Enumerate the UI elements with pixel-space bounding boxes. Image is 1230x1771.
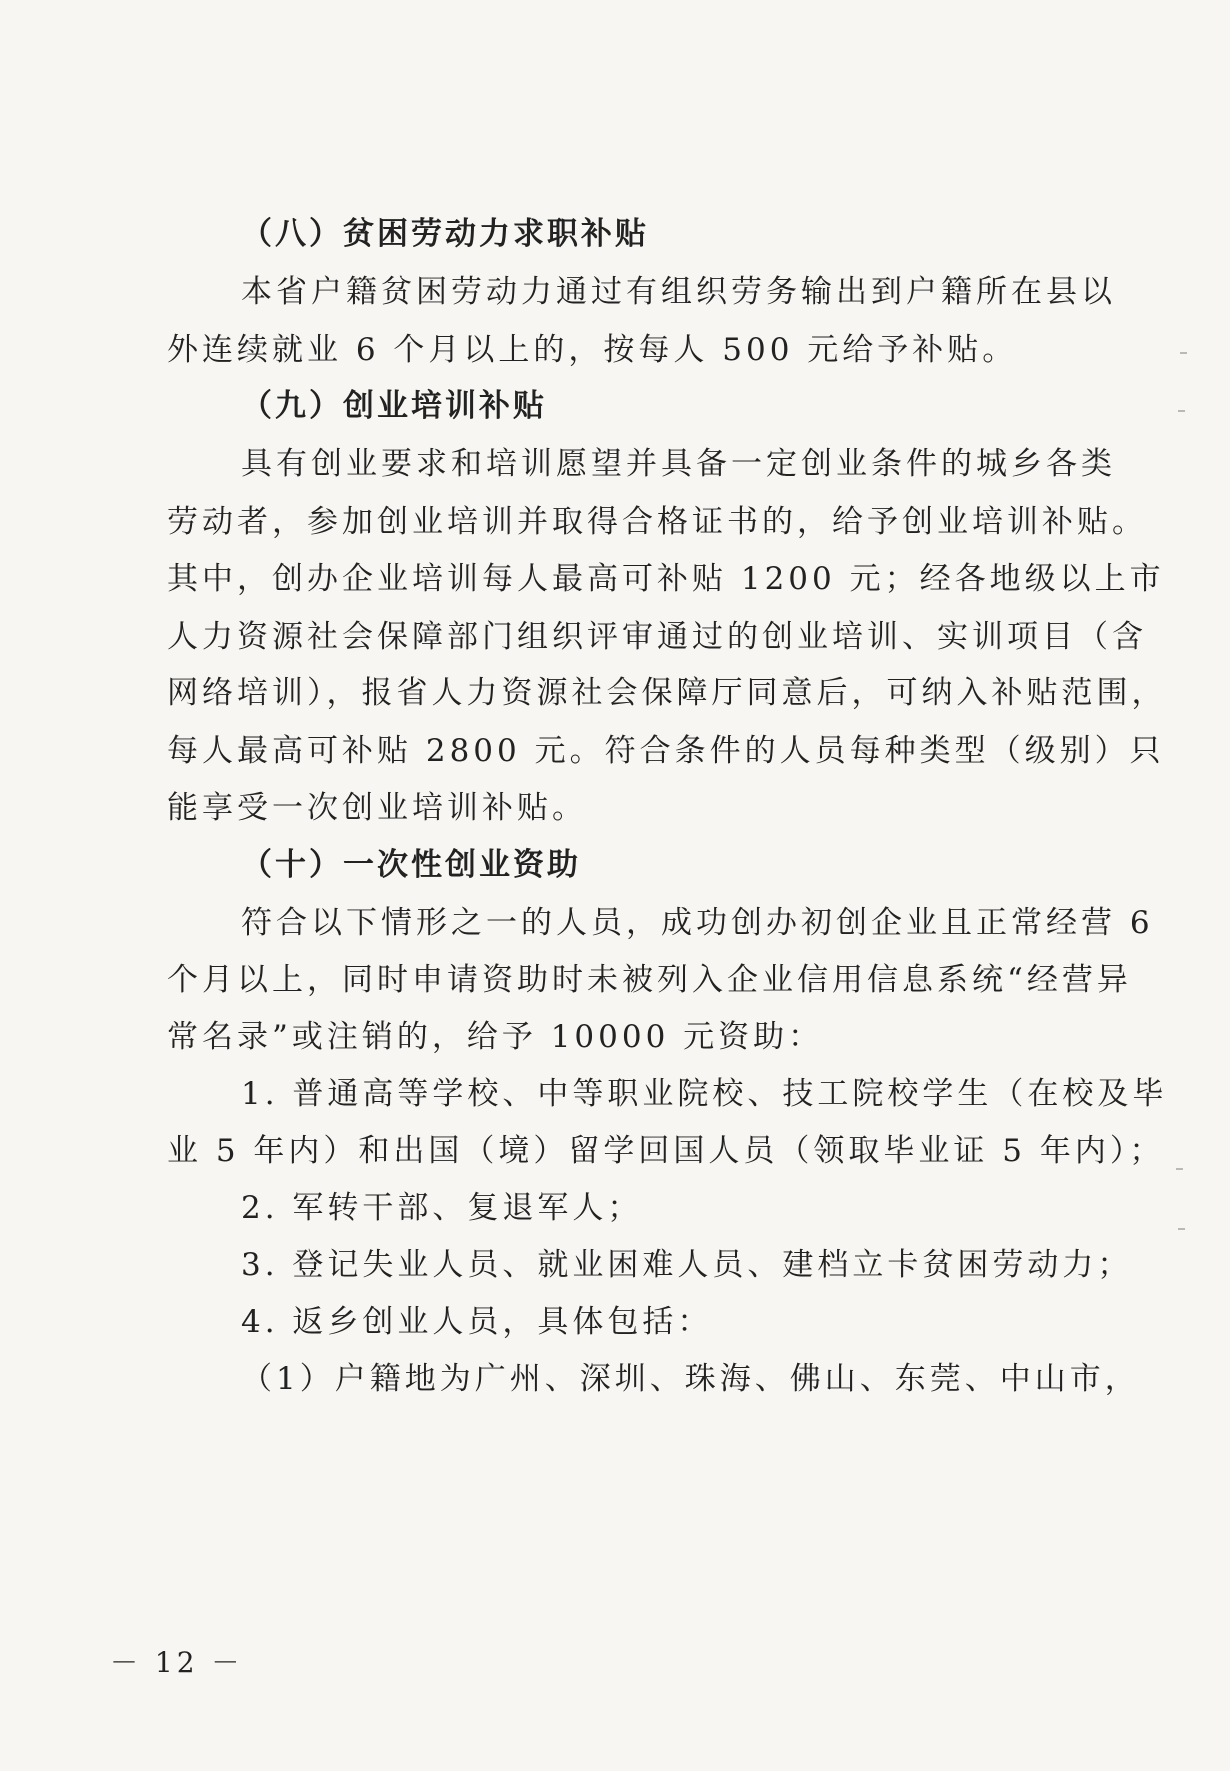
section-heading-8: （八）贫困劳动力求职补贴 (241, 216, 649, 252)
paragraph-line: 劳动者，参加创业培训并取得合格证书的，给予创业培训补贴。 (167, 504, 1147, 540)
sub-list-item-1: （1）户籍地为广州、深圳、珠海、佛山、东莞、中山市， (241, 1361, 1140, 1397)
paragraph-line: 其中，创办企业培训每人最高可补贴 1200 元；经各地级以上市 (167, 561, 1165, 597)
paragraph-line: 常名录”或注销的，给予 10000 元资助： (167, 1019, 824, 1055)
paragraph-line: 人力资源社会保障部门组织评审通过的创业培训、实训项目（含 (167, 619, 1147, 655)
list-item-4: 4. 返乡创业人员，具体包括： (241, 1304, 713, 1340)
paragraph-line: 每人最高可补贴 2800 元。符合条件的人员每种类型（级别）只 (167, 733, 1165, 769)
scan-speck (1176, 1168, 1183, 1170)
paragraph-line: 网络培训），报省人力资源社会保障厅同意后，可纳入补贴范围， (167, 675, 1167, 711)
paragraph-line: 能享受一次创业培训补贴。 (167, 790, 587, 826)
paragraph-line: 本省户籍贫困劳动力通过有组织劳务输出到户籍所在县以 (241, 274, 1116, 310)
list-item-3: 3. 登记失业人员、就业困难人员、建档立卡贫困劳动力； (241, 1247, 1133, 1283)
paragraph-line: 具有创业要求和培训愿望并具备一定创业条件的城乡各类 (241, 446, 1116, 482)
section-heading-9: （九）创业培训补贴 (241, 388, 547, 424)
scan-speck (1178, 1228, 1185, 1230)
section-heading-10: （十）一次性创业资助 (241, 847, 581, 883)
scan-speck (1178, 410, 1185, 412)
paragraph-line: 个月以上，同时申请资助时未被列入企业信用信息系统“经营异 (167, 962, 1132, 998)
paragraph-line: 符合以下情形之一的人员，成功创办初创企业且正常经营 6 (241, 905, 1154, 941)
scan-speck (1180, 352, 1187, 354)
page-number: － 12 － (110, 1646, 244, 1679)
list-item-1: 1. 普通高等学校、中等职业院校、技工院校学生（在校及毕 (241, 1076, 1168, 1112)
paragraph-line: 外连续就业 6 个月以上的，按每人 500 元给予补贴。 (167, 332, 1018, 368)
list-item-2: 2. 军转干部、复退军人； (241, 1190, 643, 1226)
list-item-1-continued: 业 5 年内）和出国（境）留学回国人员（领取毕业证 5 年内）； (167, 1133, 1165, 1169)
